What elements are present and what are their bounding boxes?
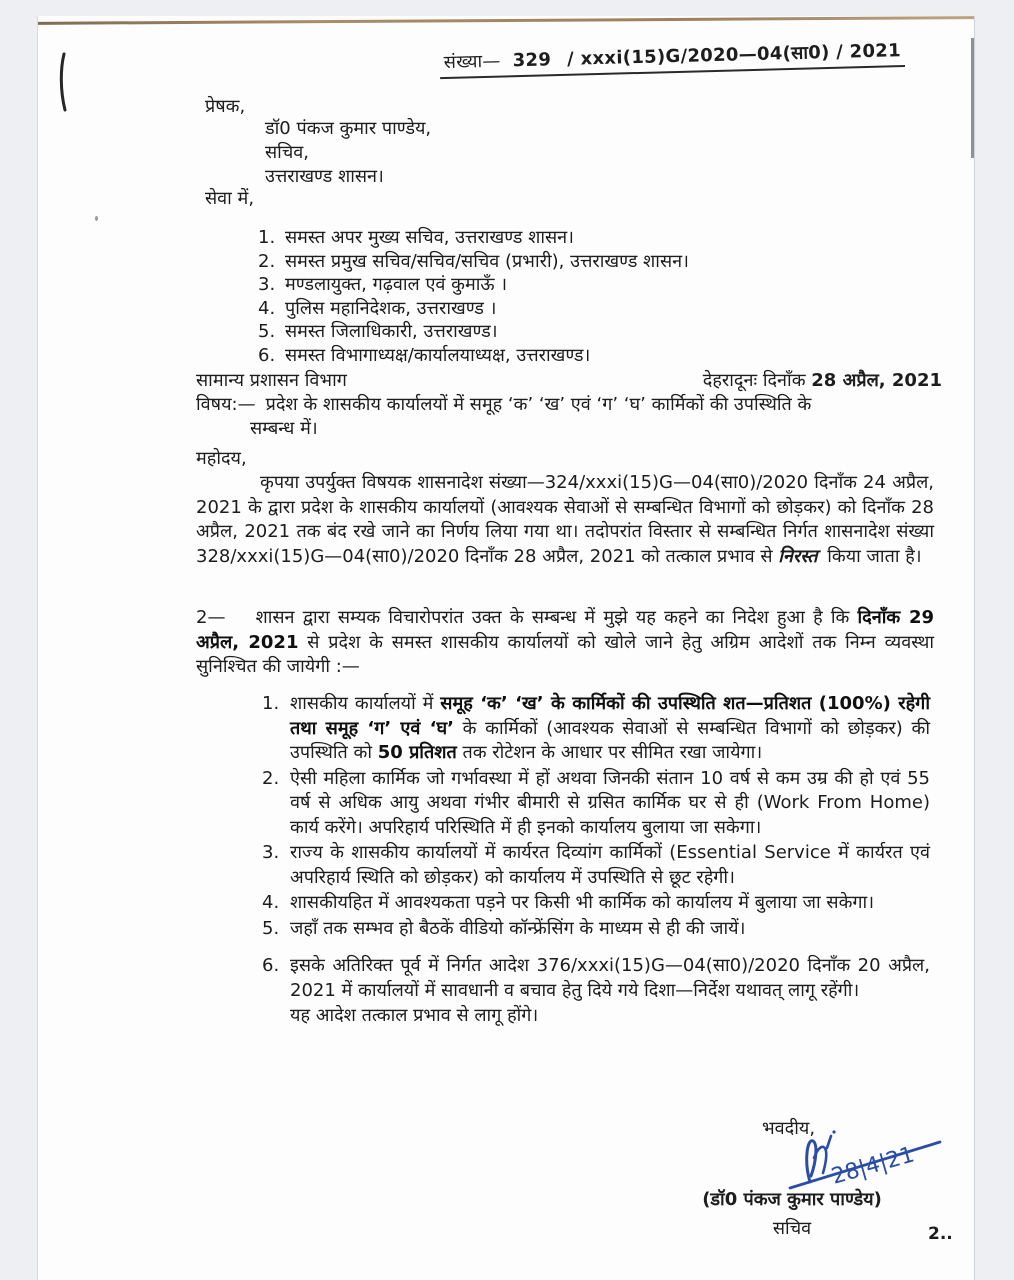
sender-org: उत्तराखण्ड शासन। bbox=[265, 166, 384, 187]
scan-top-edge-line bbox=[38, 16, 974, 25]
signatory-designation: सचिव bbox=[772, 1218, 812, 1239]
pen-mark-annotation bbox=[56, 52, 72, 114]
place-date: देहरादूनः दिनाँक 28 अप्रैल, 2021 bbox=[702, 370, 942, 391]
subject-line-2: सम्बन्ध में। bbox=[250, 418, 318, 439]
signatory-name: (डॉ0 पंकज कुमार पाण्डेय) bbox=[702, 1189, 882, 1210]
ref-number-value: 329 bbox=[512, 49, 552, 72]
sender-name: डॉ0 पंकज कुमार पाण्डेय, bbox=[265, 118, 432, 139]
recipient-item: 1. समस्त अपर मुख्य सचिव, उत्तराखण्ड शासन। bbox=[258, 227, 574, 248]
subject-line-1: विषय:— प्रदेश के शासकीय कार्यालयों में समूह ‘क’ ‘ख’ एवं ‘ग’ ‘घ’ कार्मिकों की उपस्थिति के bbox=[196, 394, 812, 415]
subject-label: विषय:— bbox=[196, 394, 256, 415]
closing-statement: यह आदेश तत्काल प्रभाव से लागू होंगे। bbox=[290, 1005, 539, 1026]
scan-speck bbox=[95, 216, 98, 221]
directive-item-6: 6. इसके अतिरिक्त पूर्व में निर्गत आदेश 376/xxxi(15)G—04(सा0)/2020 दिनाँक 20 अप्रैल, 2021 में कार्यालयों में सावधानी व बचाव हेतु दिये गये दिशा—निर्देश यथावत् लागू रहेंगी। bbox=[262, 955, 930, 1001]
signatory-block bbox=[637, 1185, 947, 1243]
sender-block bbox=[265, 117, 431, 189]
valediction: भवदीय, bbox=[762, 1118, 816, 1139]
salutation: महोदय, bbox=[196, 448, 247, 469]
directive-item-5: 5. जहाँ तक सम्भव हो बैठकें वीडियो कॉन्फ्रेंसिंग के माध्यम से ही की जायें। bbox=[262, 917, 746, 939]
directive-item-2: 2. ऐसी महिला कार्मिक जो गर्भावस्था में हों अथवा जिनकी संतान 10 वर्ष से कम उम्र की हो एवं 55 वर्ष से अधिक आयु अथवा गंभीर बीमारी से ग्रसित कार्मिक घर से ही (Work From Home) कार्य करेंगे। अपरिहार्य परिस्थिति में ही इनको कार्यालय बुलाया जा सकेगा। bbox=[262, 767, 930, 838]
department-name: सामान्य प्रशासन विभाग bbox=[196, 370, 347, 391]
directive-item-1: 1. शासकीय कार्यालयों में समूह ‘क’ ‘ख’ के कार्मिकों की उपस्थिति शत—प्रतिशत (100%) रहेगी तथा समूह ‘ग’ एवं ‘घ’ के कार्मिकों (आवश्यक सेवाओं से सम्बन्धित विभागों को छोड़कर) की उपस्थिति को 50 प्रतिशत तक रोटेशन के आधार पर सीमित रखा जायेगा। bbox=[262, 693, 930, 763]
reference-number bbox=[439, 38, 905, 79]
ref-code: / xxxi(15)G/2020—04(सा0) / 2021 bbox=[566, 40, 901, 70]
recipient-item: 4. पुलिस महानिदेशक, उत्तराखण्ड । bbox=[258, 297, 497, 319]
cancelled-emphasis: निरस्त bbox=[778, 545, 818, 567]
recipient-item: 6. समस्त विभागाध्यक्ष/कार्यालयाध्यक्ष, उत्तराखण्ड। bbox=[258, 344, 591, 366]
recipient-item: 5. समस्त जिलाधिकारी, उत्तराखण्ड। bbox=[258, 321, 498, 342]
signature-date: 28|4|21 bbox=[828, 1142, 918, 1190]
recipient-item: 2. समस्त प्रमुख सचिव/सचिव/सचिव (प्रभारी), उत्तराखण्ड शासन। bbox=[258, 250, 689, 272]
to-label: सेवा में, bbox=[205, 188, 255, 209]
paragraph-1: कृपया उपर्युक्त विषयक शासनादेश संख्या—324/xxxi(15)G—04(सा0)/2020 दिनाँक 24 अप्रैल, 2021 के द्वारा प्रदेश के शासकीय कार्यालयों (आवश्यक सेवाओं से सम्बन्धित विभागों को छोड़कर) को दिनाँक 28 अप्रैल, 2021 तक बंद रखे जाने का निर्णय लिया गया था। तदोपरांत विस्तार से सम्बन्धित निर्गत शासनादेश संख्या 328/xxxi(15)G—04(सा0)/2020 दिनाँक 28 अप्रैल, 2021 को तत्काल प्रभाव से निरस्त किया जाता है। bbox=[196, 472, 934, 567]
directive-list bbox=[262, 692, 930, 1029]
scanned-letter-page bbox=[38, 16, 975, 1280]
paragraph-2-number: 2— bbox=[196, 607, 226, 628]
department-date-row bbox=[196, 369, 942, 394]
sender-label: प्रेषक, bbox=[205, 96, 246, 117]
recipient-item: 3. मण्डलायुक्त, गढ़वाल एवं कुमाऊँ । bbox=[258, 274, 508, 295]
paragraph-2: 2— शासन द्वारा सम्यक विचारोपरांत उक्त के सम्बन्ध में मुझे यह कहने का निदेश हुआ है कि दिनाँक 29 अप्रैल, 2021 से प्रदेश के समस्त शासकीय कार्यालयों को खोले जाने हेतु अग्रिम आदेशों तक निम्न व्यवस्था सुनिश्चित की जायेगी :— bbox=[196, 607, 935, 677]
directive-item-3: 3. राज्य के शासकीय कार्यालयों में कार्यरत दिव्यांग कार्मिकों (Essential Service में कार्यरत एवं अपरिहार्य स्थिति को छोड़कर) को कार्यालय में उपस्थिति से छूट रहेगी। bbox=[262, 842, 930, 888]
sender-designation: सचिव, bbox=[265, 142, 309, 163]
directive-item-4: 4. शासकीयहित में आवश्यकता पड़ने पर किसी भी कार्मिक को कार्यालय में बुलाया जा सकेगा। bbox=[262, 892, 875, 913]
scan-right-edge-line bbox=[971, 38, 974, 158]
ref-label: संख्या— bbox=[443, 50, 501, 74]
page-number: 2.. bbox=[928, 1224, 953, 1244]
letter-date: 28 अप्रैल, 2021 bbox=[811, 370, 942, 391]
recipient-list bbox=[258, 226, 689, 367]
